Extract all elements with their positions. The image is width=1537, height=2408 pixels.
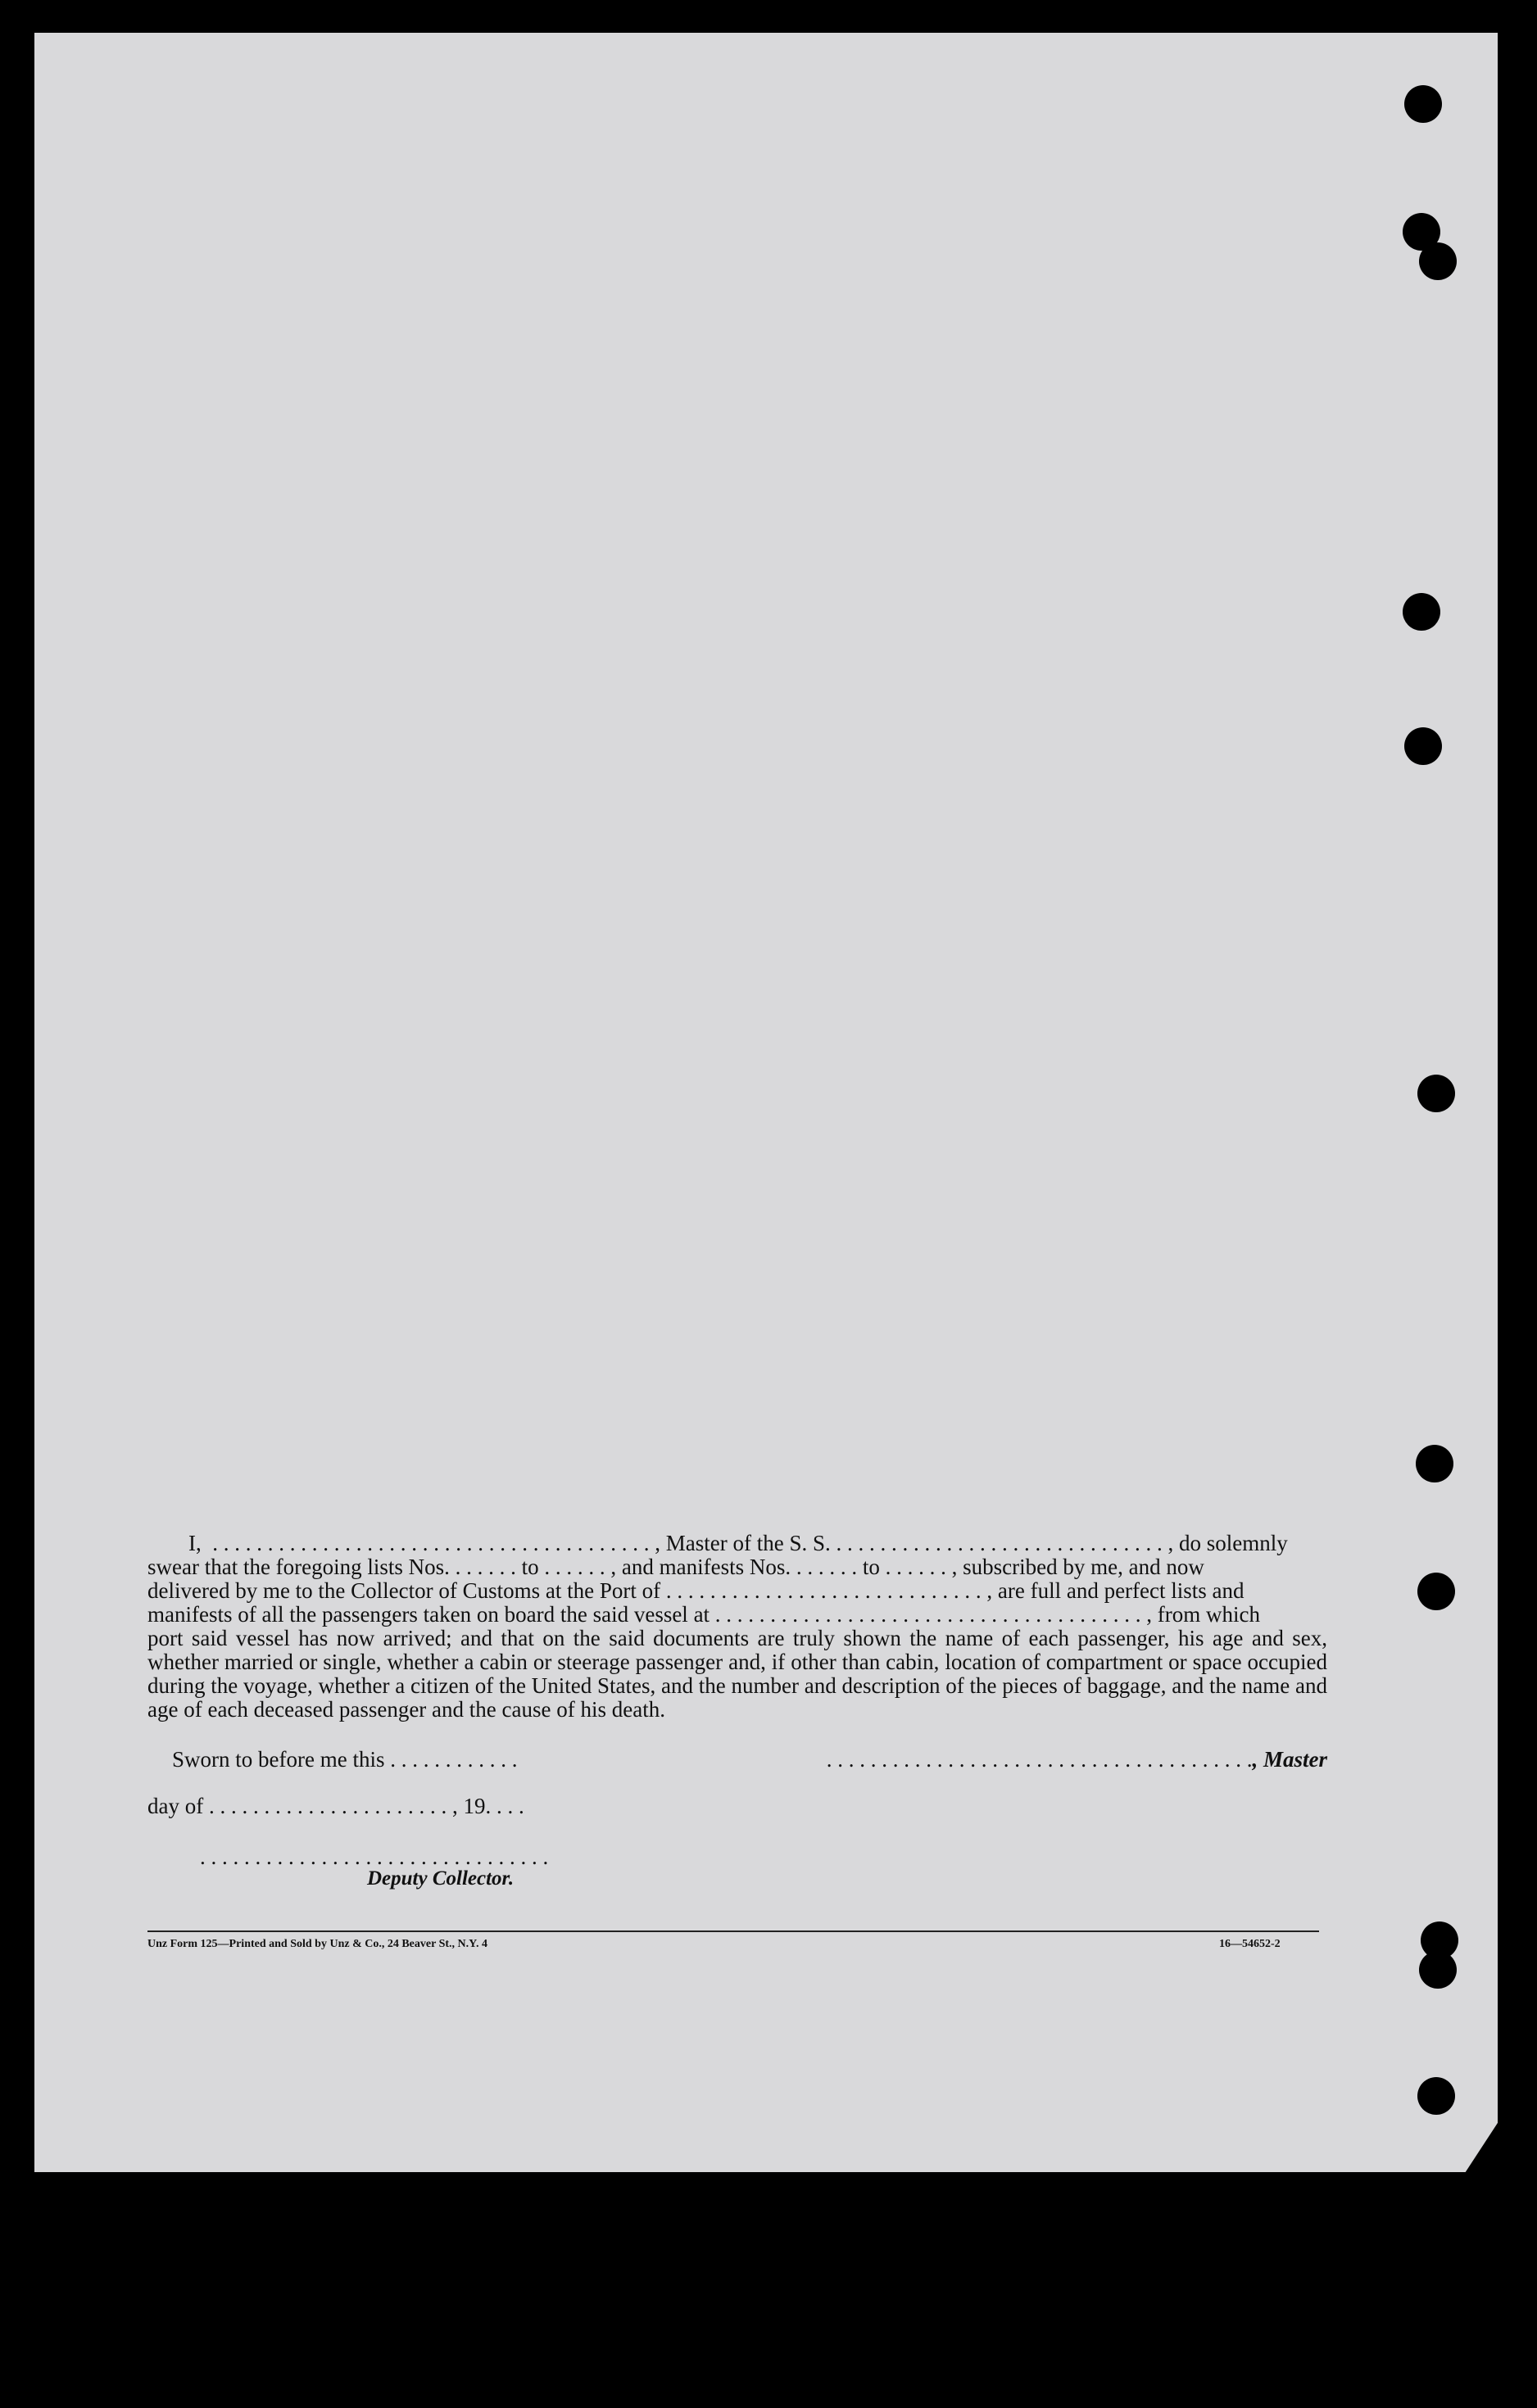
oath-line-1: I, . . . . . . . . . . . . . . . . . . . . . . . . . . . . . . . . . . . . . . . . , Master of the S. S. . . . . . . . . . . . . . . . . . . . . . . . . . . . . . . , do solemnly xyxy=(188,1531,1288,1555)
day-of-line: day of . . . . . . . . . . . . . . . . . . . . . . , 19. . . . xyxy=(147,1794,524,1818)
master-signature-line xyxy=(807,1747,1327,1772)
oath-body: port said vessel has now arrived; and that on the said documents are truly shown the name of each passenger, his age and sex, whether married or single, whether a cabin or steerage passenger and, if other than cabin, location of compartment or space occupied during the voyage, whether a citizen of the United States, and the number and description of the pieces of baggage, and the name and age of each deceased passenger and the cause of his death. xyxy=(147,1626,1327,1722)
master-signature-dots: . . . . . . . . . . . . . . . . . . . . . . . . . . . . . . . . . . . . . . . xyxy=(826,1747,1253,1772)
punch-hole xyxy=(1419,242,1457,280)
punch-hole xyxy=(1404,727,1442,765)
oath-paragraph xyxy=(147,1532,1327,1722)
oath-line-4: manifests of all the passengers taken on board the said vessel at . . . . . . . . . . . . . . . . . . . . . . . . . . . . . . . . . . . . . . . , from which xyxy=(147,1602,1261,1627)
punch-hole xyxy=(1403,593,1440,631)
sworn-line: Sworn to before me this . . . . . . . . . . . . xyxy=(172,1747,518,1772)
deputy-collector-label: Deputy Collector. xyxy=(367,1867,515,1890)
oath-line-2: swear that the foregoing lists Nos. . . . . . . to . . . . . . , and manifests Nos. . . . . . . to . . . . . . , subscribed by me, and now xyxy=(147,1555,1204,1579)
printer-imprint: Unz Form 125—Printed and Sold by Unz & Co., 24 Beaver St., N.Y. 4 xyxy=(147,1938,487,1950)
form-number: 16—54652-2 xyxy=(1219,1938,1281,1950)
punch-hole xyxy=(1419,1951,1457,1989)
master-label: , Master xyxy=(1252,1747,1327,1772)
oath-line-3: delivered by me to the Collector of Customs at the Port of . . . . . . . . . . . . . . . . . . . . . . . . . . . . . , are full and perfect lists and xyxy=(147,1578,1245,1603)
punch-hole xyxy=(1417,1075,1455,1112)
deputy-signature-dots: . . . . . . . . . . . . . . . . . . . . . . . . . . . . . . . . xyxy=(200,1844,549,1869)
footer-rule xyxy=(147,1930,1319,1932)
punch-hole xyxy=(1417,2077,1455,2115)
punch-hole xyxy=(1404,85,1442,123)
punch-hole xyxy=(1416,1445,1453,1482)
punch-hole xyxy=(1417,1573,1455,1610)
